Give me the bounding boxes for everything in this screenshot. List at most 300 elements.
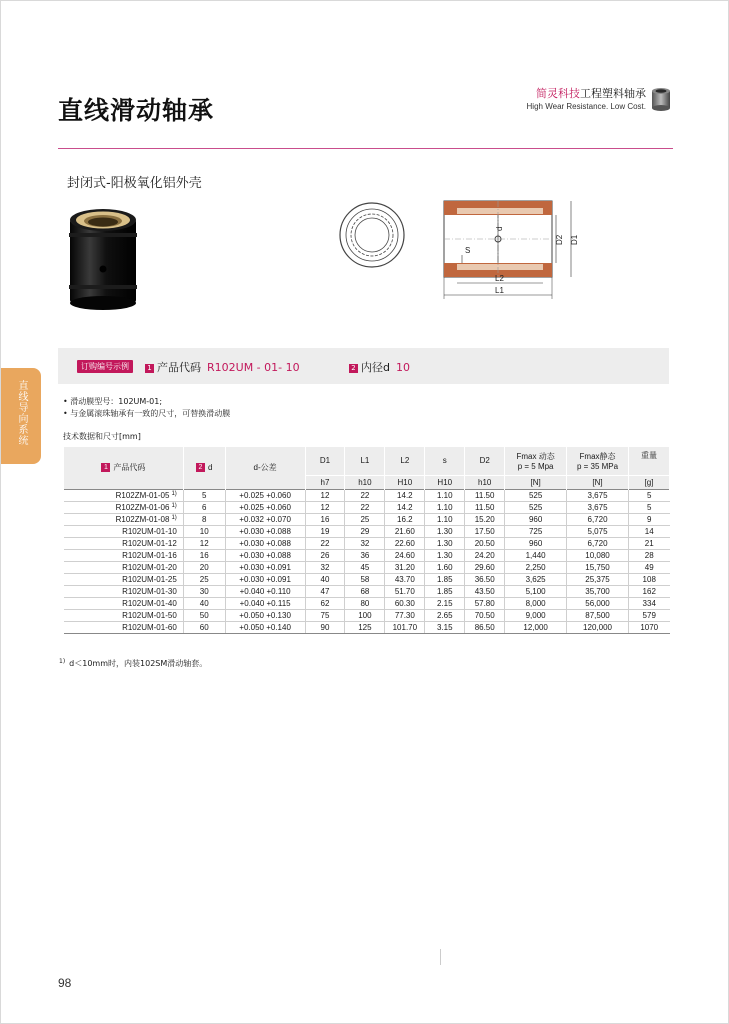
- cell-fdyn: [505, 549, 567, 561]
- cell-L2: [385, 525, 425, 537]
- cell-text: +0.040 +0.115: [239, 598, 291, 608]
- order-product-code: [145, 359, 300, 375]
- cell-text: 101.70: [392, 622, 418, 632]
- table-row: [64, 573, 670, 585]
- end-view: [340, 203, 404, 267]
- cell-L2: [385, 573, 425, 585]
- feature-bullets: [63, 396, 230, 420]
- order-example-bar: [58, 348, 669, 384]
- cell-text: 60: [199, 622, 209, 632]
- cell-text: 29.60: [474, 562, 495, 572]
- cell-D1: [305, 573, 345, 585]
- cell-text: 43.50: [474, 586, 495, 596]
- cell-text: 36: [360, 550, 370, 560]
- cell-fdyn: [505, 573, 567, 585]
- cell-code: [64, 537, 184, 549]
- cell-text: 58: [360, 574, 370, 584]
- side-chapter-tab[interactable]: [1, 368, 41, 464]
- cell-s: [425, 549, 465, 561]
- cell-text: 86.50: [474, 622, 495, 632]
- cell-text: 30: [199, 586, 209, 596]
- cell-L2: [385, 501, 425, 513]
- cell-L1: [345, 489, 385, 501]
- cell-fstat: [567, 525, 629, 537]
- cell-text: 22.60: [394, 538, 415, 548]
- cell-text: 16.2: [397, 514, 413, 524]
- cell-fstat: [567, 561, 629, 573]
- footnote: [59, 658, 207, 669]
- cell-fdyn: [505, 513, 567, 525]
- cell-D1: [305, 525, 345, 537]
- cell-text: 62: [320, 598, 330, 608]
- cell-text: 3,675: [587, 490, 608, 500]
- section-view: [444, 201, 571, 299]
- unit-cell: H10: [425, 475, 465, 489]
- cell-D1: [305, 621, 345, 633]
- table-row: [64, 561, 670, 573]
- cell-text: 17.50: [474, 526, 495, 536]
- cell-text: 1.10: [436, 502, 453, 512]
- unit-cell: h7: [305, 475, 345, 489]
- cell-w: [628, 513, 669, 525]
- cell-D1: [305, 513, 345, 525]
- cell-w: [628, 501, 669, 513]
- cell-fstat: [567, 537, 629, 549]
- cell-L1: [345, 609, 385, 621]
- cell-fdyn: [505, 585, 567, 597]
- cell-text: +0.030 +0.091: [239, 574, 291, 584]
- cell-D1: [305, 501, 345, 513]
- cell-w: [628, 585, 669, 597]
- table-header-row: [64, 447, 670, 475]
- cell-text: R102ZM-01-08: [115, 514, 170, 524]
- cell-D2: [465, 609, 505, 621]
- cell-text: R102UM-01-10: [122, 526, 177, 536]
- page-title: 直线滑动轴承: [58, 96, 215, 125]
- cell-text: 75: [320, 610, 330, 620]
- table-row: [64, 513, 670, 525]
- order-inner-diameter-label: 内径d: [361, 361, 390, 374]
- unit-cell: h10: [465, 475, 505, 489]
- cell-text: 6,720: [587, 514, 608, 524]
- cell-s: [425, 489, 465, 501]
- cell-L2: [385, 585, 425, 597]
- cell-text: 8: [202, 514, 207, 524]
- header-text: d: [208, 463, 213, 473]
- cell-text: 1070: [640, 622, 659, 632]
- cell-text: 725: [528, 526, 543, 536]
- center-divider: [440, 949, 441, 965]
- cell-text: 26: [320, 550, 330, 560]
- header-text: 产品代码: [113, 463, 146, 473]
- cell-text: R102ZM-01-05: [115, 490, 170, 500]
- cell-text: 10,080: [585, 550, 610, 560]
- cell-s: [425, 537, 465, 549]
- brand-tagline: High Wear Resistance. Low Cost.: [526, 102, 646, 111]
- cell-L2: [385, 609, 425, 621]
- cell-text: 1,440: [525, 550, 546, 560]
- cell-text: +0.040 +0.110: [239, 586, 291, 596]
- dim-label-S: S: [465, 246, 471, 255]
- cell-w: [628, 609, 669, 621]
- cell-text: 50: [199, 610, 209, 620]
- cell-d: [183, 621, 225, 633]
- cell-L2: [385, 597, 425, 609]
- header-text: Fmax 动态: [516, 451, 555, 461]
- cell-tol: [225, 585, 305, 597]
- number-marker: 1: [145, 364, 154, 373]
- cell-text: R102UM-01-40: [122, 598, 177, 608]
- cell-code: [64, 549, 184, 561]
- cell-text: 162: [642, 586, 656, 596]
- dim-label-L2: L2: [495, 274, 504, 283]
- cell-text: +0.025 +0.060: [239, 490, 291, 500]
- cell-text: 334: [642, 598, 656, 608]
- cell-text: 47: [320, 586, 330, 596]
- cell-text: 5: [647, 490, 652, 500]
- cell-text: 43.70: [394, 574, 415, 584]
- cell-L1: [345, 525, 385, 537]
- dim-label-d: d: [495, 226, 504, 231]
- header-text: p = 5 Mpa: [517, 461, 554, 471]
- cell-fstat: [567, 489, 629, 501]
- table-row: [64, 501, 670, 513]
- cell-text: 1.10: [436, 514, 453, 524]
- cell-text: +0.030 +0.088: [239, 538, 291, 548]
- cell-fdyn: [505, 537, 567, 549]
- cell-w: [628, 573, 669, 585]
- cell-code: [64, 609, 184, 621]
- cell-text: 5,100: [525, 586, 546, 596]
- section-subtitle: 封闭式-阳极氧化铝外壳: [67, 176, 202, 191]
- brand-name-black: 工程塑料轴承: [580, 87, 646, 100]
- brand-block: [527, 85, 646, 111]
- cell-text: 2,250: [525, 562, 546, 572]
- cell-text: 90: [320, 622, 330, 632]
- cell-L1: [345, 621, 385, 633]
- cell-text: 960: [528, 514, 543, 524]
- cell-s: [425, 561, 465, 573]
- number-marker: 2: [196, 463, 205, 472]
- cell-text: 24.20: [474, 550, 495, 560]
- cell-text: +0.050 +0.140: [239, 622, 291, 632]
- header-fmax-dynamic: [505, 447, 567, 475]
- cell-D2: [465, 561, 505, 573]
- footnote-ref: 1): [171, 514, 177, 521]
- header-weight: 重量: [628, 447, 669, 475]
- cell-text: 12,000: [523, 622, 548, 632]
- spec-table: [63, 447, 670, 634]
- cell-text: 87,500: [585, 610, 610, 620]
- cell-D2: [465, 597, 505, 609]
- cell-text: 31.20: [394, 562, 415, 572]
- cell-code: [64, 561, 184, 573]
- cell-L1: [345, 597, 385, 609]
- cell-tol: [225, 573, 305, 585]
- cell-text: +0.030 +0.088: [239, 526, 291, 536]
- unit-cell: [N]: [505, 475, 567, 489]
- cell-text: +0.050 +0.130: [239, 610, 291, 620]
- cell-text: 1.30: [436, 550, 453, 560]
- cell-fdyn: [505, 597, 567, 609]
- cell-d: [183, 525, 225, 537]
- cell-text: R102UM-01-60: [122, 622, 177, 632]
- cell-d: [183, 513, 225, 525]
- cell-text: 3.15: [436, 622, 453, 632]
- cell-s: [425, 573, 465, 585]
- footnote-mark: 1): [59, 658, 66, 665]
- cell-d: [183, 537, 225, 549]
- bearing-logo-icon: [651, 87, 671, 111]
- cell-D2: [465, 489, 505, 501]
- cell-text: 12: [320, 490, 330, 500]
- cell-fstat: [567, 609, 629, 621]
- table-row: [64, 597, 670, 609]
- cell-L2: [385, 549, 425, 561]
- spec-table-body: [64, 489, 670, 633]
- cell-L1: [345, 549, 385, 561]
- cell-text: 56,000: [585, 598, 610, 608]
- cell-text: 1.10: [436, 490, 453, 500]
- cell-text: 11.50: [474, 490, 495, 500]
- footnote-text: d＜10mm时，内装102SM滑动轴套。: [69, 659, 208, 668]
- cell-d: [183, 585, 225, 597]
- cell-code: [64, 513, 184, 525]
- cell-D1: [305, 537, 345, 549]
- cell-text: 57.80: [474, 598, 495, 608]
- bearing-photo: [69, 207, 137, 311]
- cell-tol: [225, 621, 305, 633]
- cell-s: [425, 513, 465, 525]
- cell-L1: [345, 501, 385, 513]
- cell-text: 20: [199, 562, 209, 572]
- order-inner-diameter: [349, 359, 410, 375]
- cell-L1: [345, 573, 385, 585]
- cell-fdyn: [505, 525, 567, 537]
- cell-L2: [385, 537, 425, 549]
- cell-text: 70.50: [474, 610, 495, 620]
- cell-text: R102UM-01-12: [122, 538, 177, 548]
- cell-L2: [385, 513, 425, 525]
- cell-text: 22: [360, 490, 370, 500]
- cell-text: 25: [199, 574, 209, 584]
- cell-d: [183, 573, 225, 585]
- header-D2: D2: [465, 447, 505, 475]
- cell-text: 6,720: [587, 538, 608, 548]
- cell-D1: [305, 561, 345, 573]
- cell-text: 525: [528, 490, 543, 500]
- cell-fdyn: [505, 489, 567, 501]
- footnote-ref: 1): [171, 502, 177, 509]
- header-text: Fmax静态: [579, 451, 616, 461]
- cell-tol: [225, 549, 305, 561]
- cell-d: [183, 501, 225, 513]
- cell-text: 22: [320, 538, 330, 548]
- cell-text: 1.85: [436, 586, 453, 596]
- table-row: [64, 549, 670, 561]
- cell-D2: [465, 513, 505, 525]
- table-row: [64, 525, 670, 537]
- cell-L2: [385, 621, 425, 633]
- unit-cell: H10: [385, 475, 425, 489]
- cell-text: R102UM-01-20: [122, 562, 177, 572]
- cell-fstat: [567, 597, 629, 609]
- cell-text: 16: [199, 550, 209, 560]
- header-s: s: [425, 447, 465, 475]
- cell-text: 14.2: [397, 490, 413, 500]
- cell-text: 125: [358, 622, 372, 632]
- header-tolerance: d-公差: [225, 447, 305, 489]
- cell-s: [425, 597, 465, 609]
- cell-tol: [225, 597, 305, 609]
- tech-data-heading: 技术数据和尺寸[mm]: [63, 432, 141, 441]
- cell-tol: [225, 561, 305, 573]
- cell-text: 100: [358, 610, 372, 620]
- cell-tol: [225, 537, 305, 549]
- cell-text: 108: [642, 574, 656, 584]
- cell-text: R102UM-01-30: [122, 586, 177, 596]
- cell-code: [64, 501, 184, 513]
- table-row: [64, 489, 670, 501]
- cell-s: [425, 585, 465, 597]
- cell-tol: [225, 501, 305, 513]
- side-chapter-label: 直线导向系统: [16, 380, 27, 446]
- cell-text: R102UM-01-16: [122, 550, 177, 560]
- cell-D1: [305, 597, 345, 609]
- cell-text: 32: [320, 562, 330, 572]
- cell-text: 2.65: [436, 610, 453, 620]
- header-D1: D1: [305, 447, 345, 475]
- cell-text: 45: [360, 562, 370, 572]
- header-text: p = 35 MPa: [576, 461, 619, 471]
- header-L1: L1: [345, 447, 385, 475]
- cell-tol: [225, 513, 305, 525]
- cell-w: [628, 621, 669, 633]
- cell-w: [628, 597, 669, 609]
- bullet-item: • 滑动膜型号：102UM-01;: [63, 397, 163, 406]
- cell-w: [628, 489, 669, 501]
- cell-D2: [465, 525, 505, 537]
- brand-name-pink: 简灵科技: [536, 87, 580, 100]
- cell-s: [425, 621, 465, 633]
- cell-text: 40: [199, 598, 209, 608]
- cell-text: 14.2: [397, 502, 413, 512]
- cell-text: R102ZM-01-06: [115, 502, 170, 512]
- cell-text: 49: [644, 562, 654, 572]
- cell-w: [628, 525, 669, 537]
- cell-text: 36.50: [474, 574, 495, 584]
- table-row: [64, 537, 670, 549]
- dim-label-L1: L1: [495, 286, 504, 295]
- cell-text: 1.60: [436, 562, 453, 572]
- cell-text: 5,075: [587, 526, 608, 536]
- cell-text: +0.025 +0.060: [239, 502, 291, 512]
- table-row: [64, 621, 670, 633]
- cell-text: +0.030 +0.088: [239, 550, 291, 560]
- cell-w: [628, 561, 669, 573]
- cell-d: [183, 609, 225, 621]
- cell-D2: [465, 501, 505, 513]
- cell-text: 20.50: [474, 538, 495, 548]
- cell-text: 19: [320, 526, 330, 536]
- cell-text: 77.30: [394, 610, 415, 620]
- cell-L1: [345, 537, 385, 549]
- cell-text: 32: [360, 538, 370, 548]
- cell-D2: [465, 585, 505, 597]
- bullet-item: • 与金属滚珠轴承有一致的尺寸，可替换滑动膜: [63, 409, 231, 418]
- cell-L1: [345, 513, 385, 525]
- cell-text: 9: [647, 514, 652, 524]
- cell-fstat: [567, 585, 629, 597]
- cell-code: [64, 597, 184, 609]
- cell-text: 11.50: [474, 502, 495, 512]
- cell-D2: [465, 549, 505, 561]
- header-product-code: [64, 447, 184, 489]
- dim-label-D2: D2: [555, 234, 564, 245]
- cell-text: 25: [360, 514, 370, 524]
- number-marker: 2: [349, 364, 358, 373]
- header-fmax-static: [567, 447, 629, 475]
- cell-L2: [385, 489, 425, 501]
- cell-D2: [465, 573, 505, 585]
- brand-name: [527, 85, 646, 101]
- cell-text: 525: [528, 502, 543, 512]
- cell-text: 22: [360, 502, 370, 512]
- unit-cell: [N]: [567, 475, 629, 489]
- cell-text: 2.15: [436, 598, 453, 608]
- cell-code: [64, 585, 184, 597]
- cell-text: 960: [528, 538, 543, 548]
- cell-text: 120,000: [583, 622, 612, 632]
- cell-text: 5: [647, 502, 652, 512]
- cell-d: [183, 561, 225, 573]
- cell-fstat: [567, 501, 629, 513]
- dim-label-D1: D1: [570, 234, 579, 245]
- cell-text: 5: [202, 490, 207, 500]
- cell-code: [64, 573, 184, 585]
- table-row: [64, 609, 670, 621]
- cell-L2: [385, 561, 425, 573]
- cell-text: R102UM-01-50: [122, 610, 177, 620]
- cell-text: 3,625: [525, 574, 546, 584]
- cell-text: 1.30: [436, 538, 453, 548]
- cell-text: 25,375: [585, 574, 610, 584]
- cell-text: 1.30: [436, 526, 453, 536]
- cell-text: 15.20: [474, 514, 495, 524]
- cell-D1: [305, 489, 345, 501]
- cell-fdyn: [505, 609, 567, 621]
- cell-text: 6: [202, 502, 207, 512]
- cell-text: 8,000: [525, 598, 546, 608]
- cell-fdyn: [505, 561, 567, 573]
- header-rule: [58, 148, 673, 149]
- cell-D1: [305, 585, 345, 597]
- order-example-badge: 订购编号示例: [77, 360, 133, 373]
- cell-text: +0.030 +0.091: [239, 562, 291, 572]
- cell-code: [64, 489, 184, 501]
- cell-L1: [345, 585, 385, 597]
- cell-text: 14: [644, 526, 654, 536]
- number-marker: 1: [101, 463, 110, 472]
- cell-text: 40: [320, 574, 330, 584]
- cell-tol: [225, 525, 305, 537]
- cell-text: 80: [360, 598, 370, 608]
- cell-L1: [345, 561, 385, 573]
- unit-cell: h10: [345, 475, 385, 489]
- cell-text: 3,675: [587, 502, 608, 512]
- cell-text: 60.30: [394, 598, 415, 608]
- cell-D1: [305, 609, 345, 621]
